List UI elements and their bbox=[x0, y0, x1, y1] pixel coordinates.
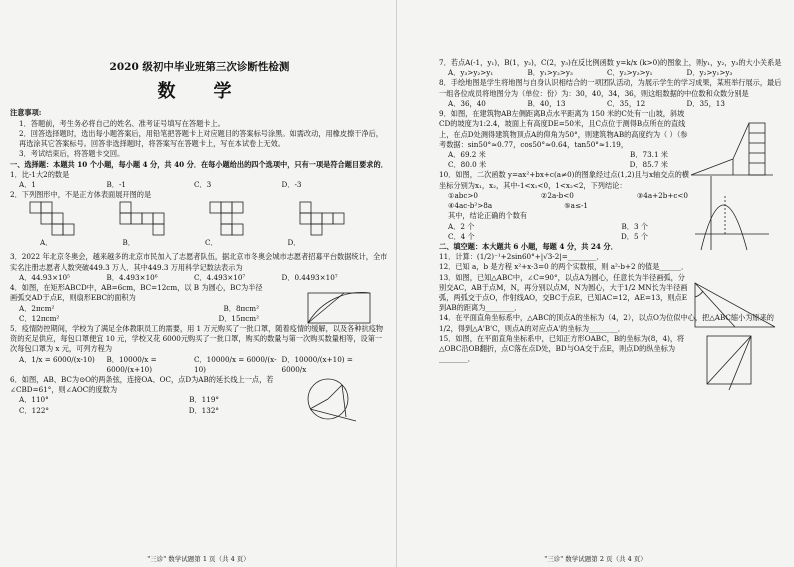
question-10: 10．如图，二次函数 y=ax²+bx+c(a≠0)的图象经过点(1,2)且与x轴交点的横坐标分别为x₁，x₂，其中-1<x₁<0，1<x₂<2，下列结论： bbox=[439, 170, 689, 190]
question-9-block bbox=[439, 109, 786, 170]
statement: ③4a+2b+c<0 bbox=[636, 190, 688, 200]
option: B．4.493×10⁶ bbox=[106, 272, 158, 282]
option: A．44.93×10⁵ bbox=[19, 272, 71, 282]
question-10-block bbox=[439, 170, 786, 242]
option: C．80.0 米 bbox=[448, 160, 487, 170]
statement: ②2a-b<0 bbox=[540, 190, 574, 200]
question-3-options bbox=[10, 273, 389, 283]
parabola-figure bbox=[691, 174, 771, 252]
question-4: 4．如图，在矩形ABCD中，AB=6cm，BC=12cm，以 B 为圆心，BC为半径画弧交AD于点E，则扇形EBC的面积为 bbox=[10, 283, 263, 303]
statement: ⑤a≤-1 bbox=[564, 201, 588, 211]
question-14: 14．在平面直角坐标系中，△ABC的顶点A的坐标为（4，2），以点O为位似中心，把△ABC缩小为原来的1/2，得到△A'B'C，则点A的对应点A'的坐标为________． bbox=[439, 313, 774, 333]
option: A．69.2 米 bbox=[448, 149, 486, 159]
option: A．36，40 bbox=[448, 98, 486, 108]
rectangle-figure bbox=[300, 285, 380, 331]
option: D．5 个 bbox=[621, 231, 648, 241]
option: C．3 bbox=[194, 179, 212, 189]
circle-figure bbox=[298, 371, 358, 429]
option: B．119° bbox=[189, 395, 219, 405]
triangle-figure bbox=[691, 277, 779, 331]
question-6-options-2 bbox=[10, 406, 219, 416]
option: D． bbox=[287, 238, 301, 248]
question-1: 1．比-1大2的数是 bbox=[10, 169, 70, 179]
right-footer: "三诊" 数学试题第 2 页（共 4 页） bbox=[544, 554, 647, 563]
question-8: 8．手绘地图是学生将地图与自身认识相结合的一项团队活动，为展示学生的学习成果，某班举行展示，最后一组各位成员将地图分为（单位：份）为：30，40，34，36，则这组数据的中位数和众数分别是 bbox=[439, 78, 782, 98]
section-1-heading: 一、选择题：本题共 10 个小题，每小题 4 分，共 40 分．在每小题给出的四个选项中，只有一项是符合题目要求的． bbox=[10, 159, 388, 169]
question-11: 11．计算：(1/2)⁻¹+2sin60°+|√3-2|=________． bbox=[439, 252, 604, 262]
option: C．10000/x = 6000/(x-10) bbox=[194, 354, 277, 374]
question-12: 12．已知 a，b 是方程 x²+x-3=0 的两个实数根，则 a²-b+2 的值是______． bbox=[439, 262, 689, 272]
question-8-options bbox=[439, 99, 786, 109]
question-10-options-2 bbox=[439, 232, 648, 242]
option: D．15πcm² bbox=[218, 313, 259, 323]
question-10-tail: 其中，结论正确的个数有 bbox=[448, 211, 528, 221]
question-4-options bbox=[10, 304, 259, 314]
option: B． bbox=[122, 238, 135, 248]
option: D．35，13 bbox=[686, 98, 725, 108]
question-7: 7．若点A(-1，y₁)，B(1，y₂)，C(2，y₃)在反比例函数 y=k/x (k>0)的图象上，则y₁，y₂，y₃的大小关系是 bbox=[439, 58, 782, 67]
question-1-options bbox=[10, 180, 389, 190]
question-4-block bbox=[10, 283, 389, 324]
notice-heading: 注意事项: bbox=[10, 108, 42, 118]
option: D．10000/(x+10) = 6000/x bbox=[281, 354, 353, 374]
subject-title: 数 学 bbox=[157, 80, 242, 102]
option: C．122° bbox=[19, 405, 49, 415]
option: D．0.4493×10⁷ bbox=[281, 272, 338, 282]
question-6-options bbox=[10, 395, 219, 405]
question-2-labels bbox=[40, 238, 370, 248]
question-15: 15．如图，在平面直角坐标系中，已知正方形OABC，B的坐标为(8，4)，将△OBC沿OB翻折，点C落在点D处，BD与OA交于点E，则点D的纵坐标为________． bbox=[439, 333, 685, 364]
option: D．-3 bbox=[281, 179, 302, 189]
option: A．1/x = 6000/(x-10) bbox=[19, 354, 95, 364]
statement: ④4ac-b²>8a bbox=[448, 201, 493, 211]
question-3: 3．2022 年北京冬奥会，越来越多的北京市民加入了志愿者队伍，据北京市冬奥会城市志愿者招募平台数据统计，全市实名注册志愿者人数突破449.3 万人．其中449.3 万用科学记数法表示为 bbox=[10, 252, 388, 272]
option: C． bbox=[205, 238, 218, 248]
option: D．132° bbox=[188, 405, 219, 415]
question-13-block bbox=[439, 273, 786, 314]
option: B．73.1 米 bbox=[630, 149, 668, 159]
question-9-options bbox=[439, 150, 668, 160]
option: B．-1 bbox=[106, 179, 126, 189]
left-footer: "三诊" 数学试题第 1 页（共 4 页） bbox=[147, 554, 250, 563]
question-10-items-2 bbox=[439, 201, 588, 211]
question-4-options-2 bbox=[10, 314, 259, 324]
question-10-options bbox=[439, 222, 648, 232]
question-2-figures bbox=[10, 200, 389, 252]
option: A． bbox=[40, 238, 53, 248]
option: B．3 个 bbox=[621, 221, 648, 231]
notice-3: 3．考试结束后，将答题卡交回。 bbox=[19, 149, 125, 159]
right-page bbox=[397, 0, 794, 567]
question-13: 13．如图，已知△ABC中，∠C=90°，以点A为圆心，任意长为半径画弧，分别交AC，AB于点M，N，再分别以点M，N为圆心，大于1/2 MN长为半径画弧，两弧交于点O，作射线AO，交BC于点E，已知AC=12，AE=13，则点E到AB的距离为________． bbox=[439, 272, 688, 313]
section-2-heading: 二、填空题：本大题共 6 小题，每题 4 分，共 24 分． bbox=[439, 241, 618, 251]
option: C．35，12 bbox=[607, 98, 646, 108]
notice-1: 1．答题前，考生务必将自己的姓名、准考证号填写在答题卡上。 bbox=[19, 118, 225, 128]
question-15-block bbox=[439, 334, 786, 365]
square-figure bbox=[701, 328, 765, 392]
option: D．y₂>y₁>y₃ bbox=[686, 68, 733, 78]
option: B．40，13 bbox=[527, 98, 566, 108]
option: A．1 bbox=[19, 179, 36, 189]
option: B．10000/x = 6000/(x+10) bbox=[106, 354, 157, 374]
option: C．4 个 bbox=[448, 231, 475, 241]
option: B．y₁>y₂>y₃ bbox=[527, 68, 573, 78]
option: C．4.493×10⁷ bbox=[194, 272, 246, 282]
exam-title: 2020 级初中毕业班第三次诊断性检测 bbox=[109, 61, 290, 73]
question-5: 5．疫情防控期间，学校为了满足全体教职员工的需要，用 1 万元购买了一批口罩，随着疫情的缓解，以及各种抗疫物资的充足供应，每包口罩便宜 10 元，学校又花 6000元购买了一批口罩，购买的数量与第一次购买数量相等，设第一次每包口罩为 x 元，可列方程为 bbox=[10, 323, 384, 354]
question-6: 6．如图，AB、BC为⊙O的两条弦，连接OA、OC，点D为AB的延长线上一点，若∠CBD=61°，则∠AOC的度数为 bbox=[10, 375, 274, 395]
option: A．y₃>y₂>y₁ bbox=[448, 68, 494, 78]
notice-2: 2．回答选择题时，选出每小题答案后，用铅笔把答题卡上对应题目的答案标号涂黑。如需改动，用橡皮擦干净后，再选涂其它答案标号。回答非选择题时，将答案写在答题卡上，写在本试卷上无效。 bbox=[19, 128, 383, 149]
question-2: 2．下列图形中，不是正方体表面展开图的是 bbox=[10, 190, 152, 200]
question-9-options-2 bbox=[439, 160, 668, 170]
option: D．85.7 米 bbox=[629, 160, 668, 170]
option: C．y₂>y₃>y₁ bbox=[607, 68, 653, 78]
statement: ①abc>0 bbox=[448, 190, 478, 200]
question-10-items bbox=[439, 191, 688, 201]
option: A．110° bbox=[19, 395, 49, 405]
question-7-options bbox=[439, 68, 786, 78]
option: C．12πcm² bbox=[19, 313, 60, 323]
question-6-block bbox=[10, 375, 389, 416]
question-9: 9．如图，在建筑物AB左侧距离B点水平距离为 150 米的C处有一山坡，斜坡CD的坡度为1:2.4，坡面上有高度DE=50米，且C点位于测得B点所在的直线上，在点D处测得建筑物顶点A的仰角为50°，则建筑物AB的高度约为（ ）（参考数据：sin50°≈0.77，cos50°≈0.64，tan50°≈1.19， bbox=[439, 109, 688, 149]
option: B．8πcm² bbox=[223, 303, 259, 313]
option: A．2πcm² bbox=[19, 303, 55, 313]
option: A．2 个 bbox=[448, 221, 475, 231]
